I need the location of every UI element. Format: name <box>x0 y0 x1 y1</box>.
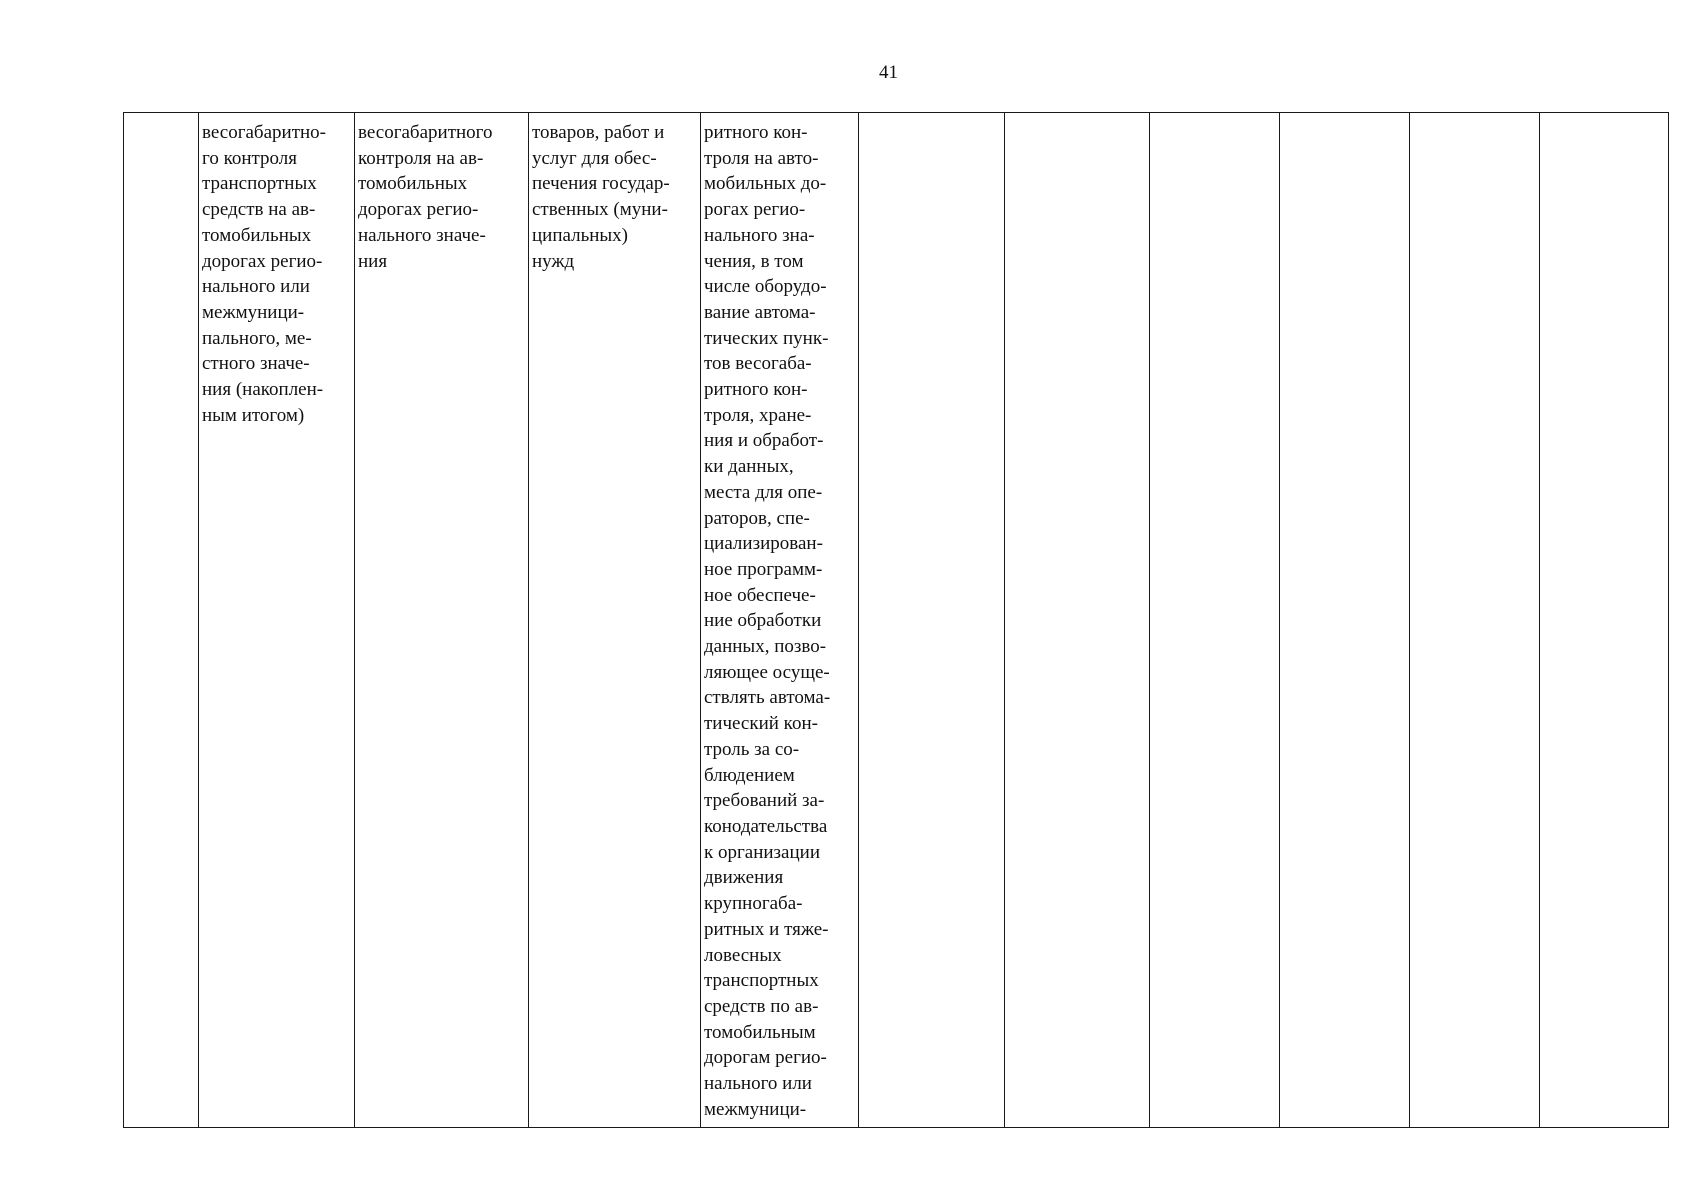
table-cell-event: весогабаритного контроля на ав- томобильных дорогах регио- нального значе- ния <box>355 113 529 1128</box>
page-number: 41 <box>879 62 898 83</box>
table-cell-empty <box>1005 113 1150 1128</box>
table-cell-procurement: товаров, работ и услуг для обес- печения государ- ственных (муни- ципальных) нужд <box>529 113 701 1128</box>
table-cell-indicator: весогабаритно- го контроля транспортных средств на ав- томобильных дорогах регио- нального или межмуници- пального, ме- стного значе- ния (накоплен- ным итогом) <box>199 113 355 1128</box>
document-table <box>123 112 1669 1128</box>
table-cell-number <box>124 113 199 1128</box>
table-cell-empty <box>859 113 1005 1128</box>
table-cell-empty <box>1410 113 1540 1128</box>
table-cell-empty <box>1150 113 1280 1128</box>
table-cell-empty <box>1540 113 1669 1128</box>
table-cell-empty <box>1280 113 1410 1128</box>
table-cell-description: ритного кон- троля на авто- мобильных до- рогах регио- нального зна- чения, в том числе оборудо- вание автома- тических пунк- тов весогаба- ритного кон- троля, хране- ния и обработ- ки данных, места для опе- раторов, спе- циализирован- ное программ- ное обеспече- ние обработки данных, позво- ляющее осуще- ствлять автома- тический кон- троль за со- блюдением требований за- конодательства к организации движения крупногаба- ритных и тяже- ловесных транспортных средств по ав- томобильным дорогам регио- нального или межмуници- <box>701 113 859 1128</box>
table-row <box>124 113 1669 1128</box>
